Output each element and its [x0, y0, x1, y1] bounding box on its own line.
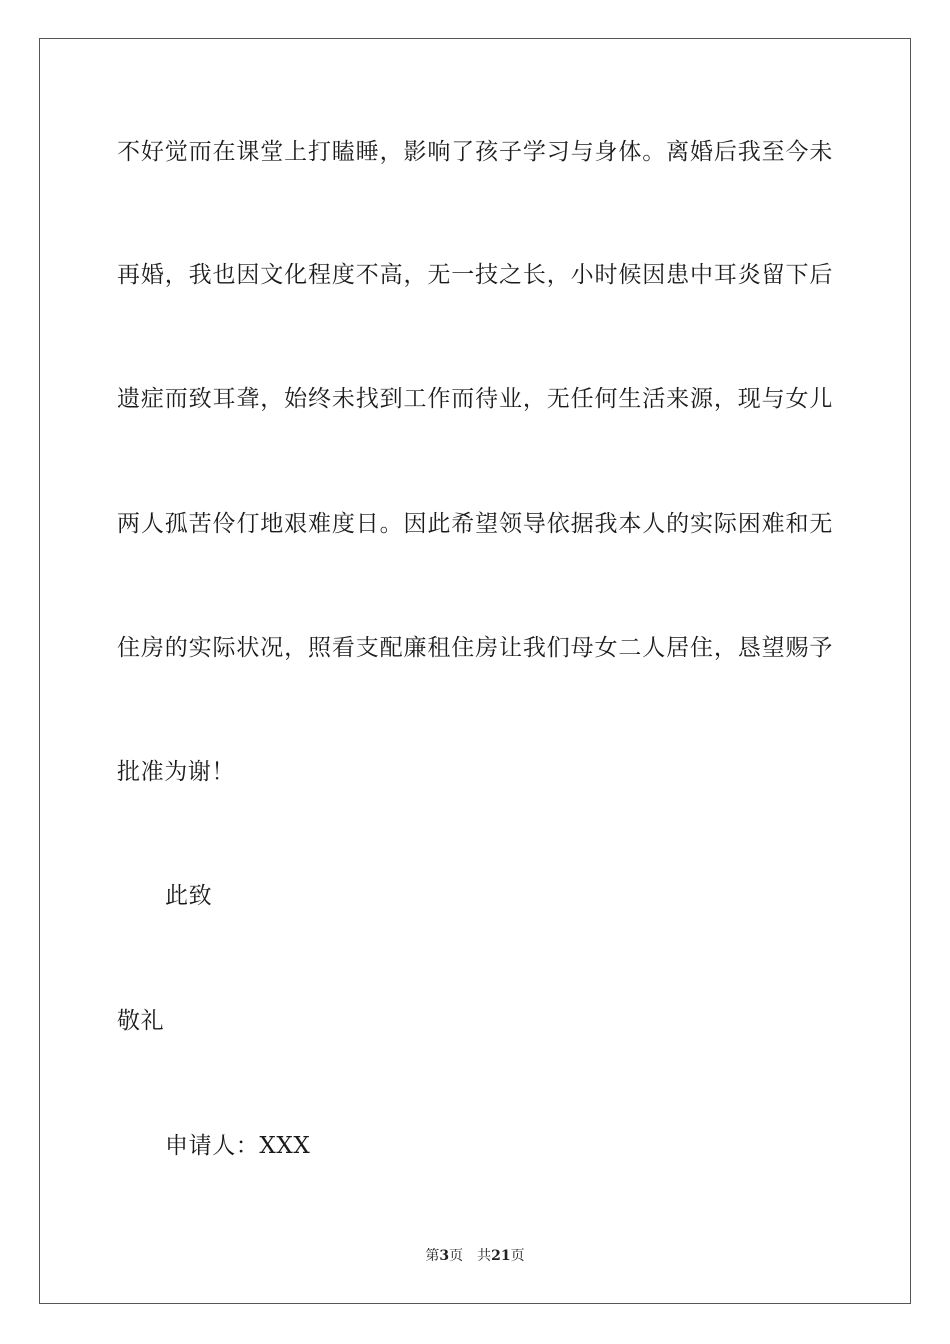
applicant-signature: 申请人：XXX	[165, 1133, 311, 1159]
footer-page-prefix: 第	[425, 1248, 440, 1264]
closing-salutation: 此致	[165, 883, 213, 909]
body-line-5: 住房的实际状况，照看支配廉租住房让我们母女二人居住，恳望赐予	[117, 635, 833, 661]
footer-current-page: 3	[439, 1248, 450, 1264]
footer-total-pages: 21	[491, 1248, 511, 1264]
footer-page-suffix: 页	[449, 1248, 464, 1264]
footer-total-suffix: 页	[510, 1248, 525, 1264]
body-line-4: 两人孤苦伶仃地艰难度日。因此希望领导依据我本人的实际困难和无	[117, 511, 833, 537]
body-line-1: 不好觉而在课堂上打瞌睡，影响了孩子学习与身体。离婚后我至今未	[117, 139, 833, 165]
body-line-2: 再婚，我也因文化程度不高，无一技之长，小时候因患中耳炎留下后	[117, 262, 833, 288]
page-number-footer	[0, 1247, 950, 1265]
footer-total-prefix: 共	[477, 1248, 492, 1264]
body-line-3: 遗症而致耳聋，始终未找到工作而待业，无任何生活来源，现与女儿	[117, 386, 833, 412]
body-line-6: 批准为谢！	[117, 759, 235, 785]
closing-regards: 敬礼	[117, 1008, 165, 1034]
page-border	[39, 38, 911, 1304]
